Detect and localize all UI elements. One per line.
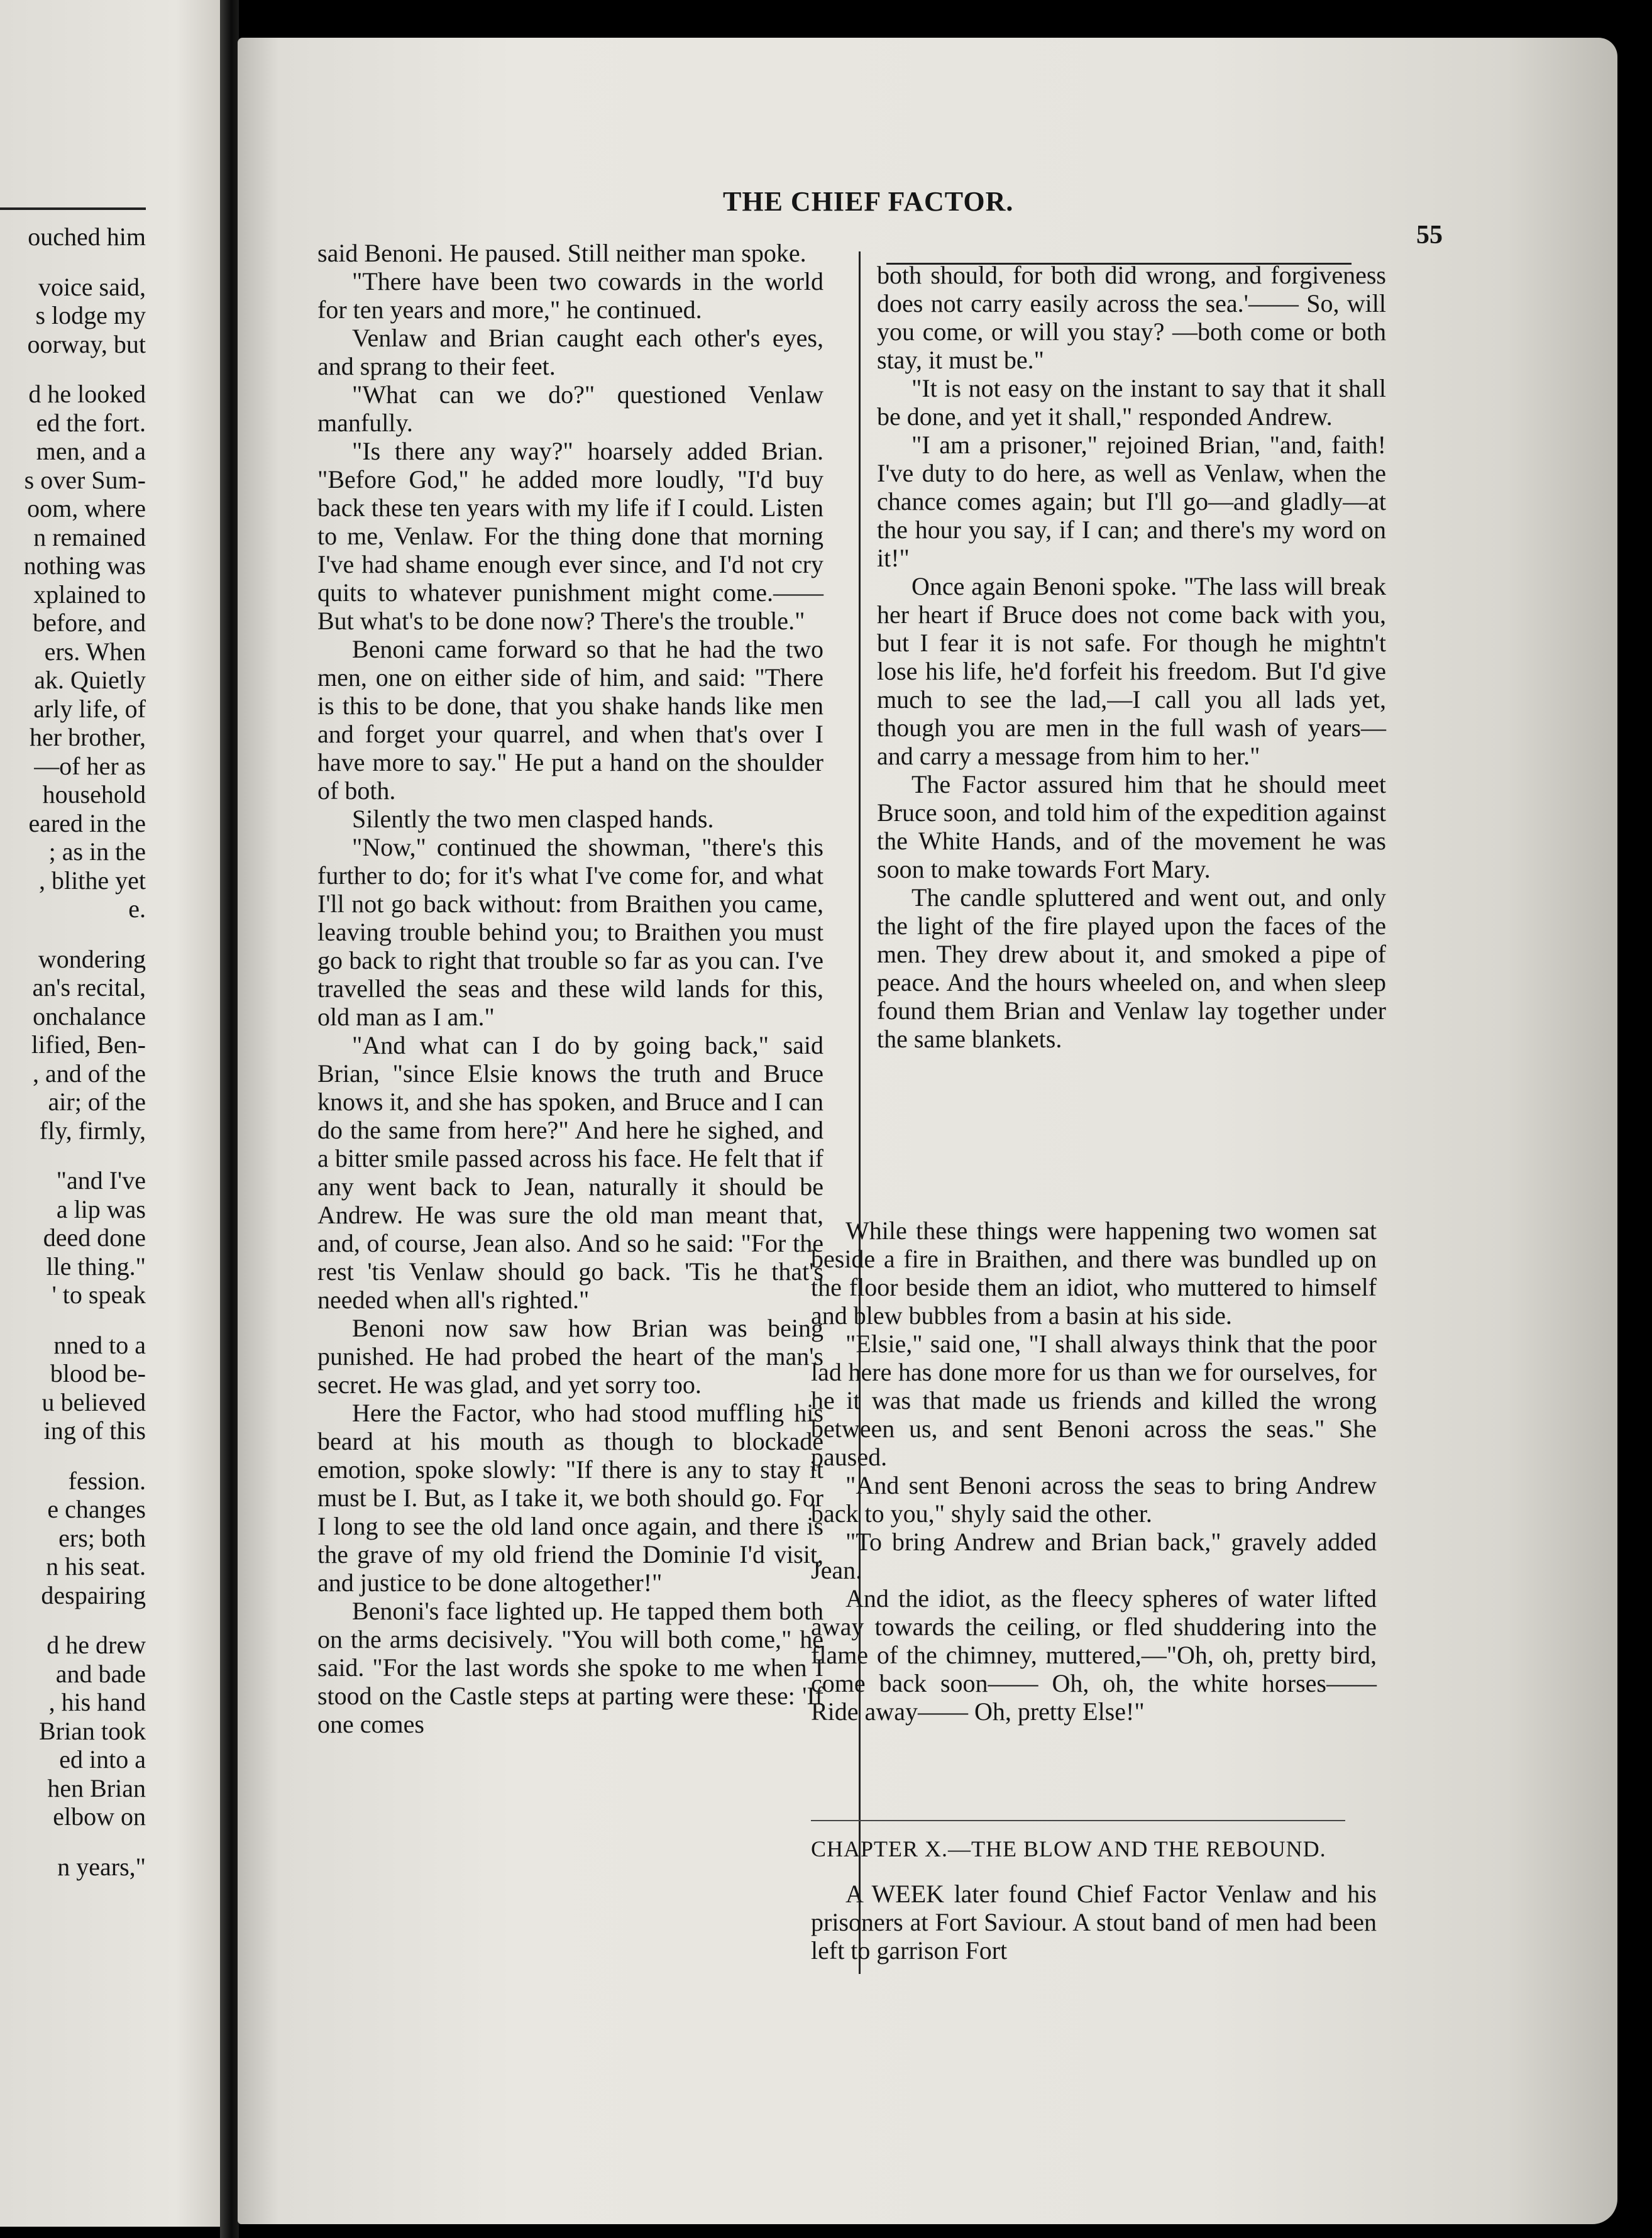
left-fragment-line: ouched him (28, 223, 146, 251)
left-fragment-line: fly, firmly, (39, 1116, 146, 1145)
left-fragment-line: nothing was (23, 551, 146, 580)
left-fragment-line (0, 1145, 146, 1166)
left-fragment-line: e changes (47, 1495, 146, 1523)
left-fragment-line: arly life, of (33, 694, 146, 723)
left-fragment-line: s lodge my (35, 301, 146, 329)
left-page-fragments (0, 223, 146, 1881)
left-fragment-line: eared in the (28, 808, 146, 837)
left-fragment-line: xplained to (33, 580, 146, 609)
left-fragment-line: u believed (41, 1387, 146, 1416)
left-fragment-line: deed done (43, 1223, 146, 1252)
left-fragment-line: nned to a (53, 1330, 146, 1359)
left-fragment-line: elbow on (53, 1802, 146, 1831)
left-fragment-line (0, 1609, 146, 1631)
paragraph: Benoni came forward so that he had the two men, one on either side of him, and said: "There is this to be done, that you shake hands like men and forget your quarrel, and when that's over I have more to say." He put a hand on the shoulder of both. (317, 635, 823, 805)
left-fragment-line: air; of the (48, 1088, 146, 1116)
paragraph: "Is there any way?" hoarsely added Brian. "Before God," he added more loudly, "I'd buy back these ten years with my life if I could. Listen to me, Venlaw. For the thing done that morning I've had shame enough ever since, and I'd not cry quits to whatever punishment might come.—— But what's to be done now? There's the trouble." (317, 437, 823, 635)
left-fragment-line: ' to speak (52, 1281, 146, 1309)
paragraph: "I am a prisoner," rejoined Brian, "and, faith! I've duty to do here, as well as Venlaw, when the chance comes again; but I'll go—and gladly—at the hour you say, if I can; and there's my word on it!" (877, 431, 1386, 572)
paragraph: "And sent Benoni across the seas to bring Andrew back to you," shyly said the other. (811, 1471, 1377, 1528)
left-fragment-line: wondering (38, 944, 146, 973)
left-fragment-line: onchalance (33, 1001, 146, 1030)
left-fragment-line: , his hand (48, 1688, 146, 1716)
paragraph: "And what can I do by going back," said Brian, "since Elsie knows the truth and Bruce knows it, and she has spoken, and Bruce and I can do the same from here?" And here he sighed, and a bitter smile passed across his face. He felt that if any went back to Jean, naturally it should be Andrew. He was sure the old man meant that, and, of course, Jean also. And so he said: "For the rest 'tis Venlaw should go back. 'Tis he that's needed when all's righted." (317, 1031, 823, 1314)
paragraph: Venlaw and Brian caught each other's eyes, and sprang to their feet. (317, 324, 823, 380)
paragraph: Benoni's face lighted up. He tapped them both on the arms decisively. "You will both come," he said. "For the last words she spoke to me when I stood on the Castle steps at parting were these: 'If one comes (317, 1597, 823, 1738)
left-page-edge (0, 0, 220, 2227)
paragraph: Here the Factor, who had stood muffling his beard at his mouth as though to blockade emotion, spoke slowly: "If there is any to stay it must be I. But, as I take it, we both should go. For I long to see the old land once again, and there is the grave of my old friend the Dominie I'd visit, and justice to be done altogether!" (317, 1399, 823, 1597)
paragraph: Once again Benoni spoke. "The lass will break her heart if Bruce does not come back with you, but I fear it is not safe. For though he mightn't lose his life, he'd forfeit his freedom. But I'd give much to see the lad,—I call you all lads yet, though you are men in the full wash of years—and carry a message from him to her." (877, 572, 1386, 770)
page-number: 55 (1416, 221, 1443, 250)
left-fragment-line: d he looked (28, 380, 146, 408)
left-fragment-line: lle thing." (46, 1252, 146, 1281)
left-fragment-line: and bade (55, 1659, 146, 1688)
left-fragment-line: lified, Ben- (31, 1030, 146, 1059)
left-fragment-line: before, and (33, 609, 146, 637)
left-fragment-line (0, 1309, 146, 1331)
right-text-section (811, 1216, 1377, 1726)
left-fragment-line: ed into a (59, 1745, 146, 1773)
paragraph: The candle spluttered and went out, and only the light of the fire played upon the faces of the men. They drew about it, and smoked a pipe of peace. And the hours wheeled on, and when sleep found them Brian and Venlaw lay together under the same blankets. (877, 883, 1386, 1053)
left-text-column (317, 239, 823, 1738)
paragraph: A WEEK later found Chief Factor Venlaw and his prisoners at Fort Saviour. A stout band of men had been left to garrison Fort (811, 1880, 1377, 1965)
left-fragment-line: her brother, (30, 723, 146, 751)
left-fragment-line: blood be- (50, 1359, 146, 1387)
left-fragment-line: e. (128, 895, 146, 923)
left-fragment-line: oorway, but (27, 329, 146, 358)
left-fragment-line: n remained (33, 522, 146, 551)
paragraph: Silently the two men clasped hands. (352, 805, 714, 833)
book-gutter (220, 0, 239, 2238)
left-fragment-line: n his seat. (46, 1552, 146, 1580)
left-fragment-line (0, 358, 146, 380)
left-fragment-line: a lip was (56, 1194, 146, 1223)
left-fragment-line: d he drew (47, 1631, 146, 1659)
paragraph: both should, for both did wrong, and forgiveness does not carry easily across the sea.'—— So, will you come, or will you stay? —both come or both stay, it must be." (877, 261, 1386, 374)
left-fragment-line (0, 1831, 146, 1853)
left-fragment-line: "and I've (56, 1166, 146, 1194)
left-fragment-line: voice said, (38, 272, 146, 301)
paragraph: "What can we do?" questioned Venlaw manfully. (317, 380, 823, 437)
paragraph: The Factor assured him that he should meet Bruce soon, and told him of the expedition against the White Hands, and of the movement he was soon to make towards Fort Mary. (877, 770, 1386, 883)
left-fragment-line: , blithe yet (39, 866, 146, 895)
paragraph: While these things were happening two women sat beside a fire in Braithen, and there was bundled up on the floor beside them an idiot, who muttered to himself and blew bubbles from a basin at his side. (811, 1216, 1377, 1330)
running-head: THE CHIEF FACTOR. (723, 186, 1014, 217)
paragraph: And the idiot, as the fleecy spheres of water lifted away towards the ceiling, or fled shuddering into the flame of the chimney, muttered,—"Oh, oh, pretty bird, come back soon—— Oh, oh, the white horses—— Ride away—— Oh, pretty Else!" (811, 1584, 1377, 1726)
left-page-rule (0, 207, 146, 210)
left-fragment-line (0, 1445, 146, 1467)
left-fragment-line: an's recital, (32, 973, 146, 1001)
left-fragment-line (0, 923, 146, 945)
paragraph: "Now," continued the showman, "there's this further to do; for it's what I've come for, and what I'll not go back without: from Braithen you came, leaving trouble behind you; to Braithen you must go back to right that trouble so far as you can. I've travelled the seas and these wild lands for this, old man as I am." (317, 833, 823, 1031)
left-fragment-line: s over Sum- (24, 465, 146, 494)
left-fragment-line: oom, where (27, 494, 146, 522)
left-fragment-line: fession. (68, 1466, 146, 1495)
chapter-heading: CHAPTER X.—THE BLOW AND THE REBOUND. (811, 1836, 1326, 1861)
chapter-opening (811, 1880, 1377, 1965)
paragraph: said Benoni. He paused. Still neither man spoke. (317, 239, 807, 267)
left-fragment-line: n years," (57, 1852, 146, 1881)
left-fragment-line: ; as in the (48, 837, 146, 866)
right-text-column (877, 261, 1386, 1053)
chapter-rule (811, 1820, 1345, 1821)
paragraph: Benoni now saw how Brian was being punished. He had probed the heart of the man's secret. He was glad, and yet sorry too. (317, 1314, 823, 1399)
left-fragment-line: household (42, 780, 146, 808)
left-fragment-line: ers. When (44, 637, 146, 666)
left-fragment-line: ak. Quietly (34, 666, 146, 694)
left-fragment-line: , and of the (33, 1059, 146, 1088)
left-fragment-line: despairing (41, 1580, 146, 1609)
paragraph: "To bring Andrew and Brian back," gravely added Jean. (811, 1528, 1377, 1584)
paragraph: "There have been two cowards in the world for ten years and more," he continued. (317, 267, 823, 324)
left-fragment-line: ers; both (58, 1523, 146, 1552)
left-fragment-line: ing of this (43, 1416, 146, 1445)
left-fragment-line: ed the fort. (36, 408, 146, 437)
left-fragment-line: men, and a (36, 437, 146, 465)
paragraph: "Elsie," said one, "I shall always think that the poor lad here has done more for us than we for ourselves, for he it was that made us friends and killed the wrong between us, and sent Benoni across the seas." She paused. (811, 1330, 1377, 1471)
left-fragment-line: hen Brian (47, 1773, 146, 1802)
left-fragment-line: Brian took (39, 1716, 146, 1745)
left-fragment-line (0, 251, 146, 273)
paragraph: "It is not easy on the instant to say that it shall be done, and yet it shall," responded Andrew. (877, 374, 1386, 431)
left-fragment-line: —of her as (34, 751, 146, 780)
